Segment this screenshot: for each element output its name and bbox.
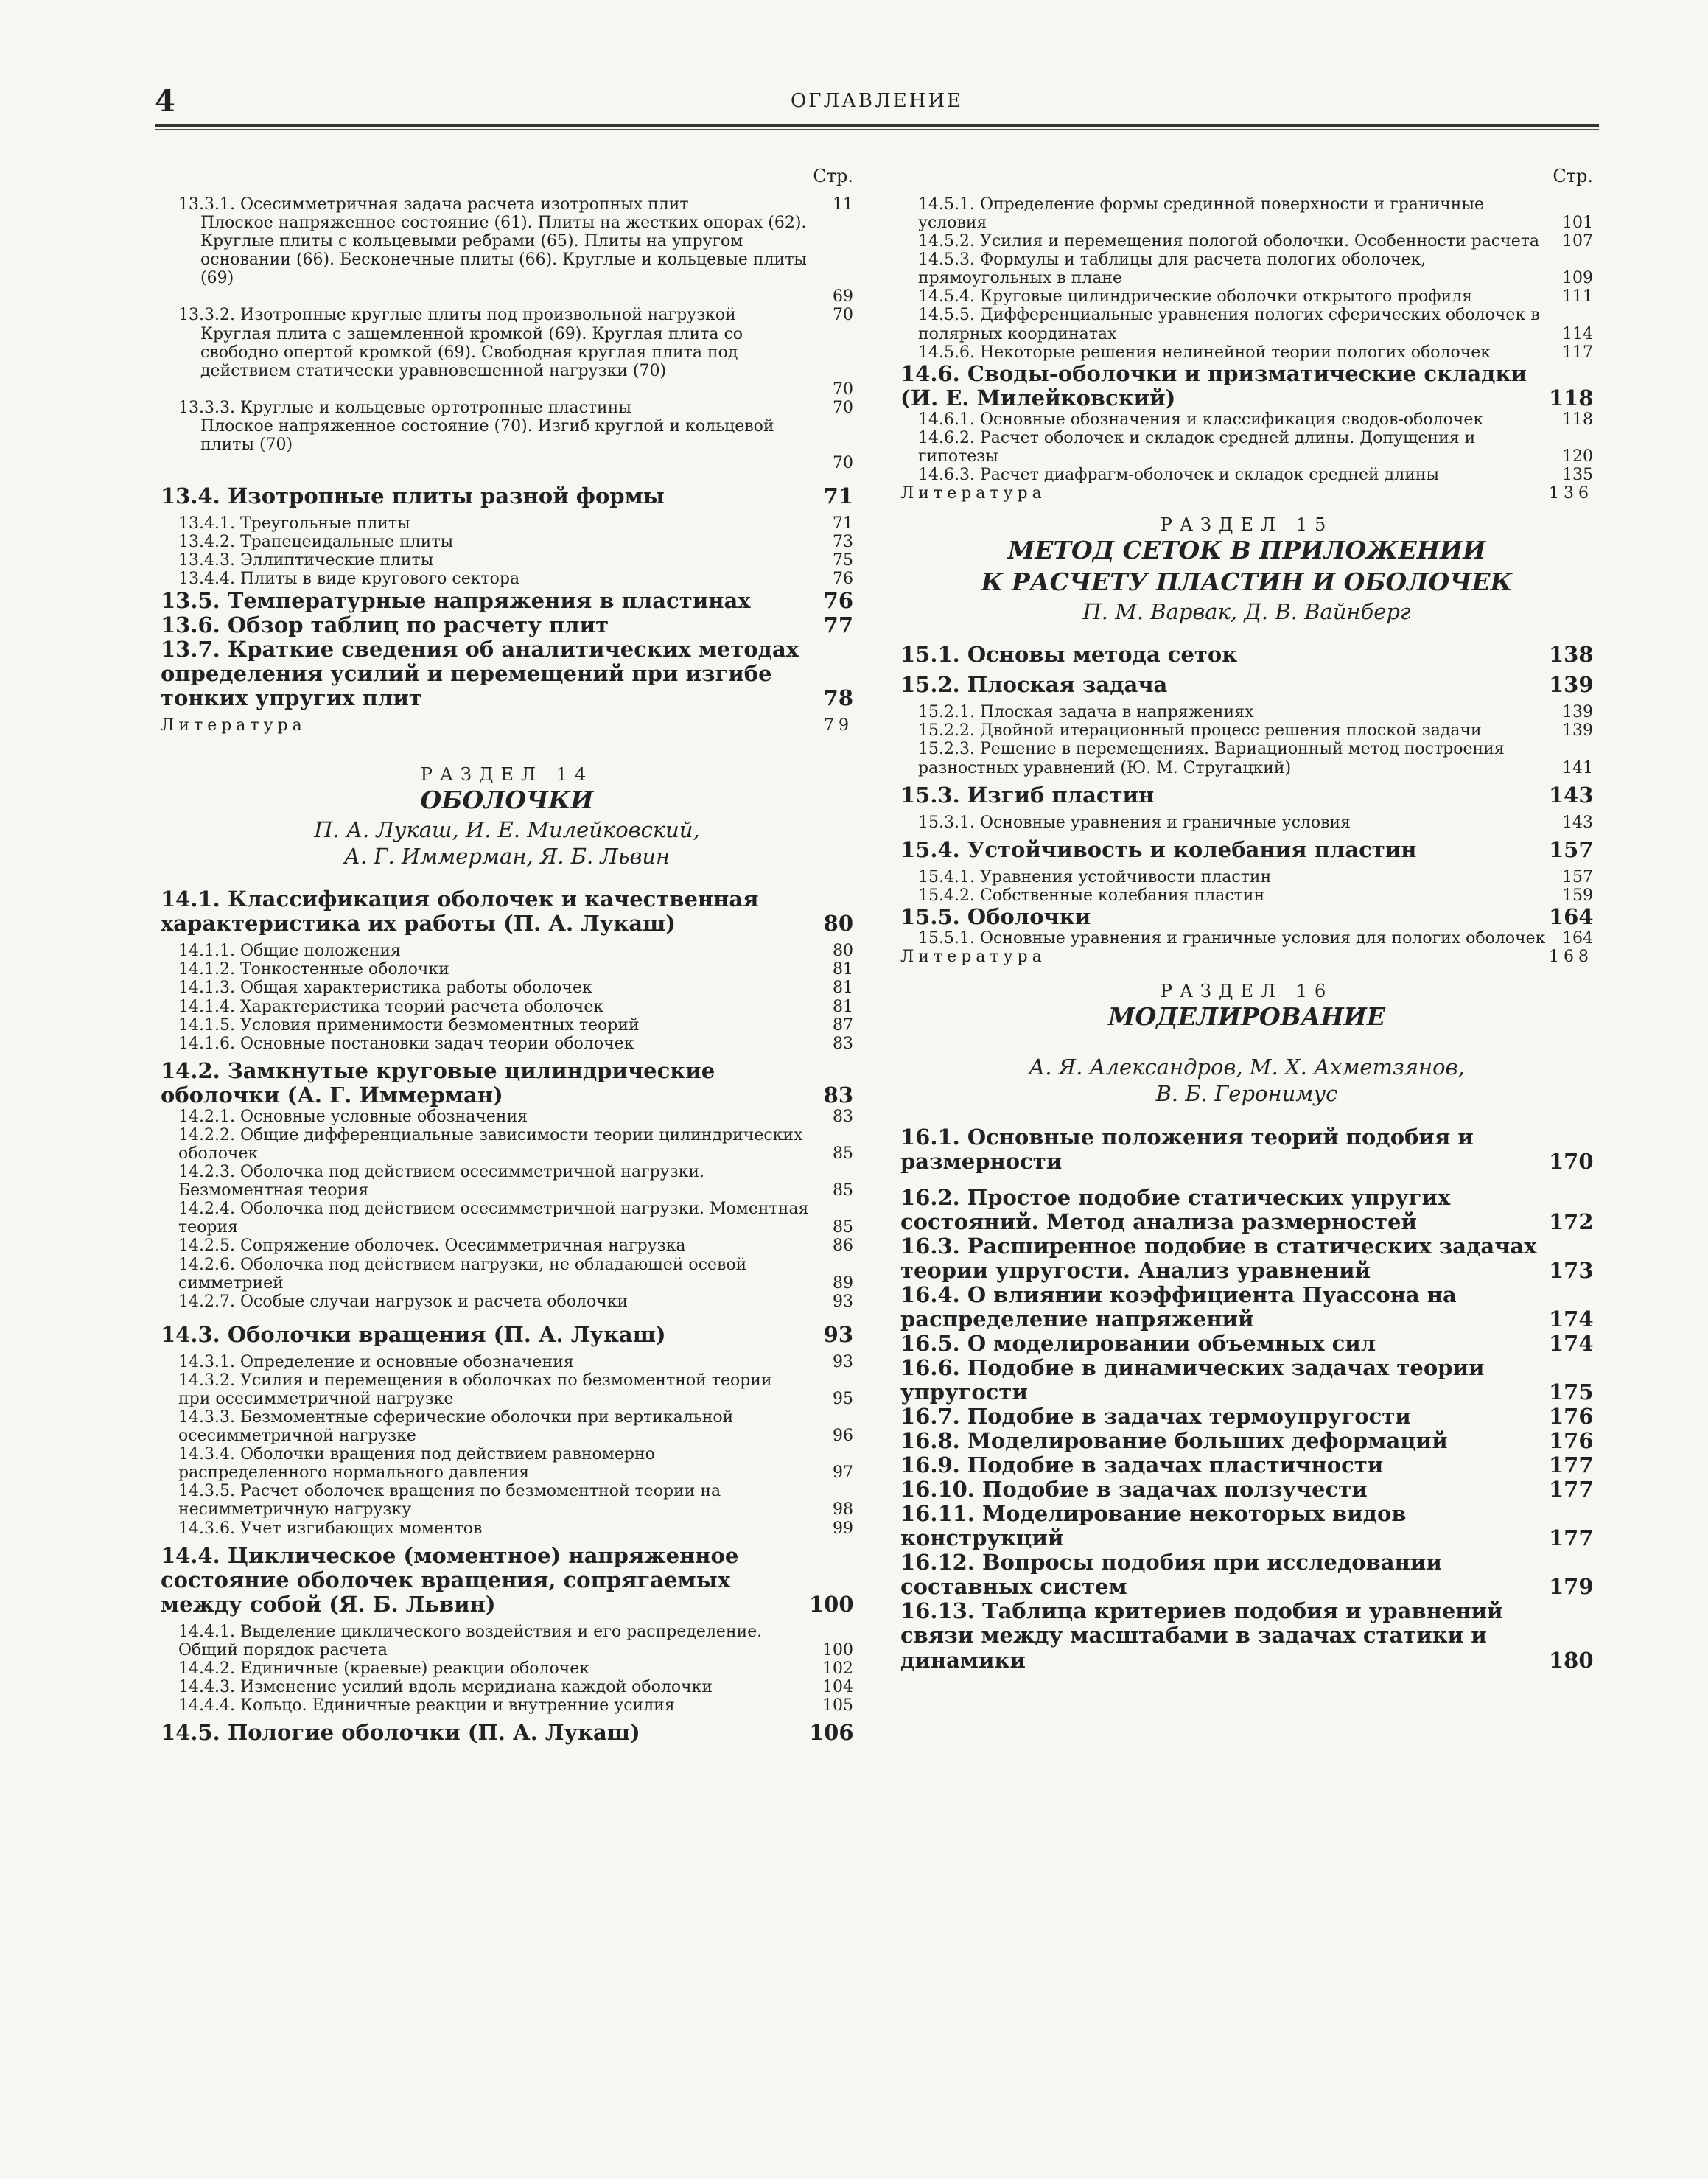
toc-entry: 14.3.2. Усилия и перемещения в оболочках по безмоментной теории при осесимметричной нагрузке 95 [178,1371,853,1408]
toc-section: 14.1. Классификация оболочек и качественная характеристика их работы (П. А. Лукаш) 80 [161,886,853,937]
section-title: ОБОЛОЧКИ [420,785,594,814]
toc-entry: 14.1.1. Общие положения 80 [178,942,853,961]
toc-entry: 14.1.2. Тонкостенные оболочки 81 [178,960,853,979]
toc-entry: 15.2.2. Двойной итерационный процесс решения плоской задачи 139 [918,721,1593,741]
toc-entry: 14.1.6. Основные постановки задач теории оболочек 83 [178,1034,853,1053]
page-column-label: Стр. [1553,166,1593,186]
section-title: МОДЕЛИРОВАНИЕ [1108,1002,1385,1032]
toc-section: 14.3. Оболочки вращения (П. А. Лукаш) 93 [161,1321,853,1347]
toc-entry: 14.4.3. Изменение усилий вдоль меридиана каждой оболочки 104 [178,1677,853,1696]
toc-column-left [161,166,853,1745]
toc-entry: 15.3.1. Основные уравнения и граничные условия 143 [918,813,1593,832]
section-title: МЕТОД СЕТОК В ПРИЛОЖЕНИИ К РАСЧЕТУ ПЛАСТИН И ОБОЛОЧЕК [981,536,1513,597]
section-authors: А. Я. Александров, М. Х. Ахметзянов, В. Б. Геронимус [1029,1054,1465,1107]
toc-section: 15.2. Плоская задача 139 [900,672,1594,698]
toc-entry: 13.3.2. Изотропные круглые плиты под произвольной нагрузкой 70 [178,306,853,325]
toc-section: 13.5. Температурные напряжения в пластинах 76 [161,587,853,613]
toc-entry: 14.2.1. Основные условные обозначения 83 [178,1107,853,1126]
toc-entry: 15.2.3. Решение в перемещениях. Вариационный метод построения разностных уравнений (Ю. М. Стругацкий) 141 [918,740,1593,777]
toc-section: 13.6. Обзор таблиц по расчету плит 77 [161,612,853,637]
section-authors: П. А. Лукаш, И. Е. Милейковский, А. Г. Иммерман, Я. Б. Львин [314,816,700,869]
toc-section: 16.13. Таблица критериев подобия и уравнений связи между масштабами в задачах статики и динамики 180 [900,1598,1594,1673]
toc-section: 14.6. Своды-оболочки и призматические складки (И. Е. Милейковский) 118 [900,360,1594,410]
toc-entry: 13.4.1. Треугольные плиты 71 [178,514,853,534]
toc-section: 16.6. Подобие в динамических задачах теории упругости 175 [900,1354,1594,1405]
toc-section: 16.2. Простое подобие статических упругих состояний. Метод анализа размерностей 172 [900,1184,1594,1234]
section-heading [900,981,1593,1107]
toc-description-page: 70 [833,454,853,473]
toc-section: 13.7. Краткие сведения об аналитических методах определения усилий и перемещений при изгибе тонких упругих плит 78 [161,636,853,710]
toc-section: 15.1. Основы метода сеток 138 [900,642,1594,668]
toc-section: 16.7. Подобие в задачах термоупругости 176 [900,1404,1594,1430]
toc-section: 16.8. Моделирование больших деформаций 176 [900,1428,1594,1454]
page-title: ОГЛАВЛЕНИЕ [790,90,964,112]
toc-section: 14.2. Замкнутые круговые цилиндрические оболочки (А. Г. Иммерман) 83 [161,1057,853,1108]
toc-section: 16.12. Вопросы подобия при исследовании составных систем 179 [900,1550,1594,1600]
section-label: РАЗДЕЛ 14 [420,763,594,785]
toc-entry: 14.5.4. Круговые цилиндрические оболочки открытого профиля 111 [918,287,1593,307]
toc-entry: 14.3.6. Учет изгибающих моментов 99 [178,1519,853,1538]
section-authors: П. М. Варвак, Д. В. Вайнберг [1082,598,1411,624]
toc-section: 16.10. Подобие в задачах ползучести 177 [900,1477,1594,1503]
toc-section: 16.5. О моделировании объемных сил 174 [900,1330,1594,1356]
toc-entry: 14.2.7. Особые случаи нагрузок и расчета оболочки 93 [178,1292,853,1311]
toc-entry: 14.5.1. Определение формы срединной поверхности и граничные условия 101 [918,195,1593,233]
page-header [155,80,1599,124]
section-label: РАЗДЕЛ 16 [1160,981,1334,1002]
toc-entry: 13.3.1. Осесимметричная задача расчета изотропных плит 11 [178,195,853,214]
toc-section: 14.5. Пологие оболочки (П. А. Лукаш) 106 [161,1720,854,1746]
toc-description: Плоское напряженное состояние (61). Плиты на жестких опорах (62). Круглые плиты с кольцевыми ребрами (65). Плиты на упругом основании (66). Бесконечные плиты (66). Круглые и кольцевые плиты (69) [200,214,807,288]
toc-entry: 14.3.4. Оболочки вращения под действием равномерно распределенного нормального давления 97 [178,1445,853,1483]
page-column-label: Стр. [813,166,853,186]
toc-entry: 14.3.5. Расчет оболочек вращения по безмоментной теории на несимметричную нагрузку 98 [178,1482,853,1519]
toc-entry: 14.5.6. Некоторые решения нелинейной теории пологих оболочек 117 [918,343,1593,362]
toc-entry: 14.1.5. Условия применимости безмоментных теорий 87 [178,1015,853,1035]
toc-entry: 14.4.4. Кольцо. Единичные реакции и внутренние усилия 105 [178,1696,853,1715]
toc-section: 16.1. Основные положения теорий подобия и размерности 170 [900,1124,1594,1174]
toc-section: 15.5. Оболочки 164 [900,903,1594,929]
toc-description: Круглая плита с защемленной кромкой (69). Круглая плита со свободно опертой кромкой (69). Свободная круглая плита под действием статически уравновешенной нагрузки (70) [200,324,743,380]
toc-section: 14.4. Циклическое (моментное) напряженное состояние оболочек вращения, сопрягаемых между собой (Я. Б. Львин) 100 [161,1542,854,1617]
toc-section: 16.3. Расширенное подобие в статических задачах теории упругости. Анализ уравнений 173 [900,1233,1594,1283]
toc-entry: 14.4.1. Выделение циклического воздействия и его распределение. Общий порядок расчета 100 [178,1622,853,1659]
toc-section: 15.4. Устойчивость и колебания пластин 157 [900,836,1594,862]
toc-description-page: 70 [833,380,853,399]
toc-entry: 13.4.3. Эллиптические плиты 75 [178,551,853,570]
toc-entry: 15.4.1. Уравнения устойчивости пластин 157 [918,867,1593,886]
toc-description-page: 69 [833,287,853,307]
toc-entry: 14.4.2. Единичные (краевые) реакции оболочек 102 [178,1659,853,1678]
toc-entry: 14.3.1. Определение и основные обозначения 93 [178,1352,853,1371]
toc-entry: 15.5.1. Основные уравнения и граничные условия для пологих оболочек 164 [918,929,1593,948]
toc-entry: 14.6.3. Расчет диафрагм-оболочек и складок средней длины 135 [918,466,1593,485]
toc-entry: 14.2.4. Оболочка под действием осесимметричной нагрузки. Моментная теория 85 [178,1200,853,1237]
toc-entry: 14.2.5. Сопряжение оболочек. Осесимметричная нагрузка 86 [178,1237,853,1256]
toc-section: 15.3. Изгиб пластин 143 [900,782,1594,808]
toc-entry: 14.2.3. Оболочка под действием осесимметричной нагрузки. Безмоментная теория 85 [178,1163,853,1200]
toc-entry: 13.3.3. Круглые и кольцевые ортотропные пластины 70 [178,398,853,417]
toc-entry: 14.1.3. Общая характеристика работы оболочек 81 [178,979,853,998]
toc-literature: Литература 168 [900,948,1593,967]
toc-section: 16.11. Моделирование некоторых видов конструкций 177 [900,1501,1594,1551]
toc-entry: 14.6.2. Расчет оболочек и складок средней длины. Допущения и гипотезы 120 [918,428,1593,466]
toc-entry: 14.1.4. Характеристика теорий расчета оболочек 81 [178,997,853,1016]
toc-section: 16.4. О влиянии коэффициента Пуассона на распределение напряжений 174 [900,1281,1594,1332]
toc-entry: 14.5.2. Усилия и перемещения пологой оболочки. Особенности расчета 107 [918,232,1593,251]
toc-entry: 15.2.1. Плоская задача в напряжениях 139 [918,703,1593,722]
section-heading [161,764,853,870]
toc-entry: 14.2.2. Общие дифференциальные зависимости теории цилиндрических оболочек 85 [178,1125,853,1164]
page-number: 4 [155,84,175,119]
toc-literature: Литература 136 [900,484,1593,503]
toc-column-right [900,166,1593,1673]
toc-entry: 14.6.1. Основные обозначения и классификация сводов-оболочек 118 [918,410,1593,429]
toc-literature: Литература 79 [161,716,853,735]
toc-entry: 13.4.4. Плиты в виде кругового сектора 76 [178,570,853,589]
section-label: РАЗДЕЛ 15 [1160,514,1334,536]
toc-entry: 14.3.3. Безмоментные сферические оболочки при вертикальной осесимметричной нагрузке 96 [178,1408,853,1446]
toc-description: Плоское напряженное состояние (70). Изгиб круглой и кольцевой плиты (70) [200,416,774,455]
toc-entry: 14.2.6. Оболочка под действием нагрузки, не обладающей осевой симметрией 89 [178,1255,853,1293]
toc-section: 13.4. Изотропные плиты разной формы 71 [161,483,853,509]
toc-entry: 14.5.3. Формулы и таблицы для расчета пологих оболочек, прямоугольных в плане 109 [918,251,1593,288]
toc-entry: 13.4.2. Трапецеидальные плиты 73 [178,533,853,552]
toc-section: 16.9. Подобие в задачах пластичности 177 [900,1452,1594,1478]
section-heading [900,514,1593,625]
toc-entry: 14.5.5. Дифференциальные уравнения пологих сферических оболочек в полярных координатах 114 [918,306,1593,343]
toc-entry: 15.4.2. Собственные колебания пластин 159 [918,886,1593,905]
header-rule [155,124,1599,130]
